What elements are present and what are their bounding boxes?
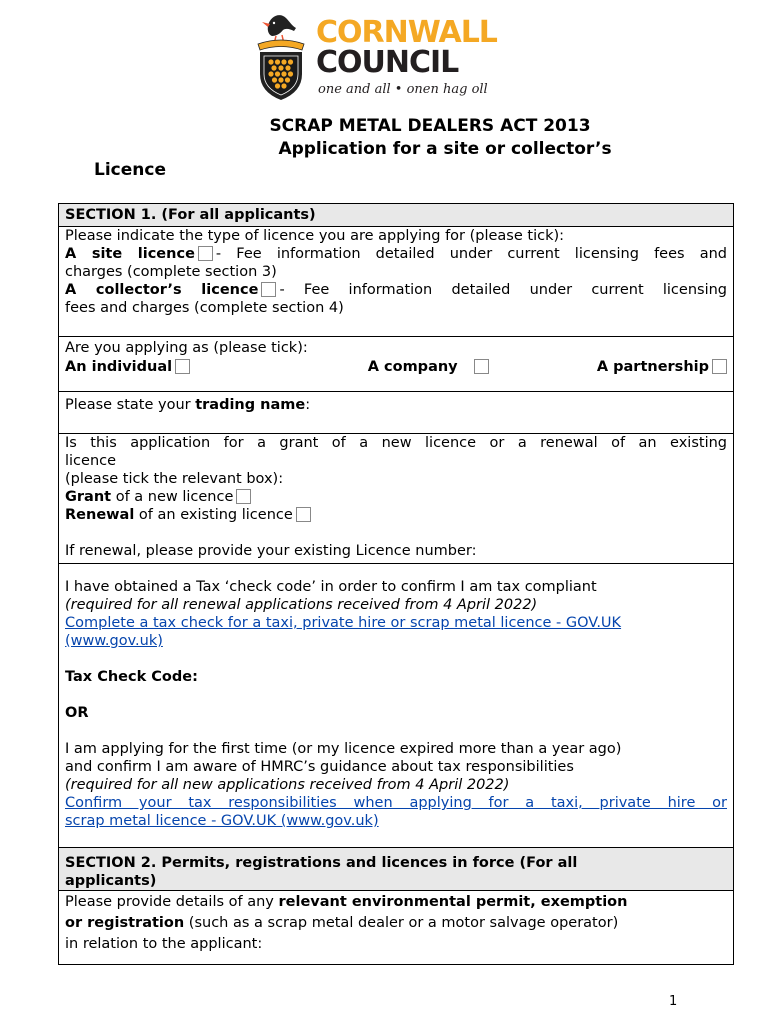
tax-responsibilities-link[interactable]: Confirm your tax responsibilities when applying for a taxi, private hire or [65,795,727,811]
grant-question-line2: licence [65,453,117,469]
renewal-option [65,506,727,524]
council-crest-icon [250,10,312,102]
section2-desc-line2 [65,913,727,934]
collector-licence-checkbox[interactable] [261,282,276,297]
document-subtitle: Application for a site or collector’s [278,139,612,159]
grant-renewal-block [59,433,733,563]
site-licence-line [65,245,727,263]
brand-cornwall: CORNWALL [316,15,497,50]
trading-name-pre: Please state your [65,397,191,413]
option-individual [65,358,193,376]
tax-required-renewal: (required for all renewal applications received from 4 April 2022) [65,597,538,613]
section2-header [59,847,733,890]
section2-desc-line1 [65,892,727,913]
applicant-type-prompt: Are you applying as (please tick): [65,340,308,356]
section2-desc-bold1: relevant environmental permit, exemption [278,894,628,910]
tax-check-link-text[interactable]: Complete a tax check for a taxi, private hire or scrap metal licence - GOV.UK [65,615,622,631]
council-logo [250,10,520,102]
site-licence-checkbox[interactable] [198,246,213,261]
document-title: SCRAP METAL DEALERS ACT 2013 [269,116,591,136]
brand-motto: one and all • onen hag oll [318,82,488,97]
tax-required-new: (required for all new applications received from 4 April 2022) [65,777,510,793]
page-number: 1 [669,994,678,1009]
tax-obtained-text: I have obtained a Tax ‘check code’ in order to confirm I am tax compliant [65,579,597,595]
grant-question-line1: Is this application for a grant of a new licence or a renewal of an existing [65,435,727,451]
site-licence-label: A site licence [65,246,195,262]
section2-body [59,890,733,964]
option-company [368,358,492,376]
partnership-label: A partnership [596,359,709,375]
application-form [58,203,734,965]
section2-desc-post: (such as a scrap metal dealer or a motor salvage operator) [188,915,619,931]
collector-licence-desc-continued: fees and charges (complete section 4) [65,300,344,316]
grant-checkbox[interactable] [236,489,251,504]
individual-label: An individual [65,359,173,375]
renewal-checkbox[interactable] [296,507,311,522]
grant-question-line3: (please tick the relevant box): [65,471,284,487]
grant-option [65,488,727,506]
individual-checkbox[interactable] [175,359,190,374]
trading-name-block [59,391,733,433]
renewal-rest: of an existing licence [138,507,293,523]
tax-check-link[interactable] [65,614,727,632]
renewal-number-prompt: If renewal, please provide your existing Licence number: [65,543,477,559]
section2-desc-line3: in relation to the applicant: [65,936,263,952]
company-checkbox[interactable] [474,359,489,374]
tax-responsibilities-link-continued[interactable]: scrap metal licence - GOV.UK (www.gov.uk) [65,813,379,829]
renewal-label: Renewal [65,507,135,523]
section2-heading-1: SECTION 2. Permits, registrations and licences in force (For all [65,855,578,871]
tax-check-code-label: Tax Check Code: [65,669,198,685]
section2-heading-2: applicants) [65,873,157,889]
first-time-text-2: and confirm I am aware of HMRC’s guidance about tax responsibilities [65,759,574,775]
company-label: A company [367,359,458,375]
trading-name-colon: : [305,397,311,413]
grant-label: Grant [65,489,112,505]
section1-heading: SECTION 1. (For all applicants) [65,207,316,223]
applicant-type-block [59,336,733,391]
first-time-text-1: I am applying for the first time (or my licence expired more than a year ago) [65,741,622,757]
licence-type-block [59,226,733,336]
brand-council: COUNCIL [316,45,459,80]
collector-licence-desc: - Fee information detailed under current licensing [279,282,727,298]
tax-check-link-domain[interactable]: (www.gov.uk) [65,633,163,649]
trading-name-label: trading name [195,397,306,413]
licence-type-prompt: Please indicate the type of licence you are applying for (please tick): [65,228,565,244]
or-label: OR [65,705,89,721]
collector-licence-label: A collector’s licence [65,282,259,298]
section2-desc-pre: Please provide details of any [65,894,274,910]
collector-licence-line [65,281,727,299]
option-partnership [597,358,727,376]
section1-header [59,204,733,226]
tax-check-block [59,563,733,847]
document-subtitle-continued: Licence [94,160,166,180]
section2-desc-bold2: or registration [65,915,185,931]
trading-name-prompt [65,396,727,414]
partnership-checkbox[interactable] [712,359,727,374]
site-licence-desc-continued: charges (complete section 3) [65,264,277,280]
applicant-type-options [65,358,727,376]
grant-rest: of a new licence [115,489,234,505]
site-licence-desc: - Fee information detailed under current licensing fees and [215,246,727,262]
